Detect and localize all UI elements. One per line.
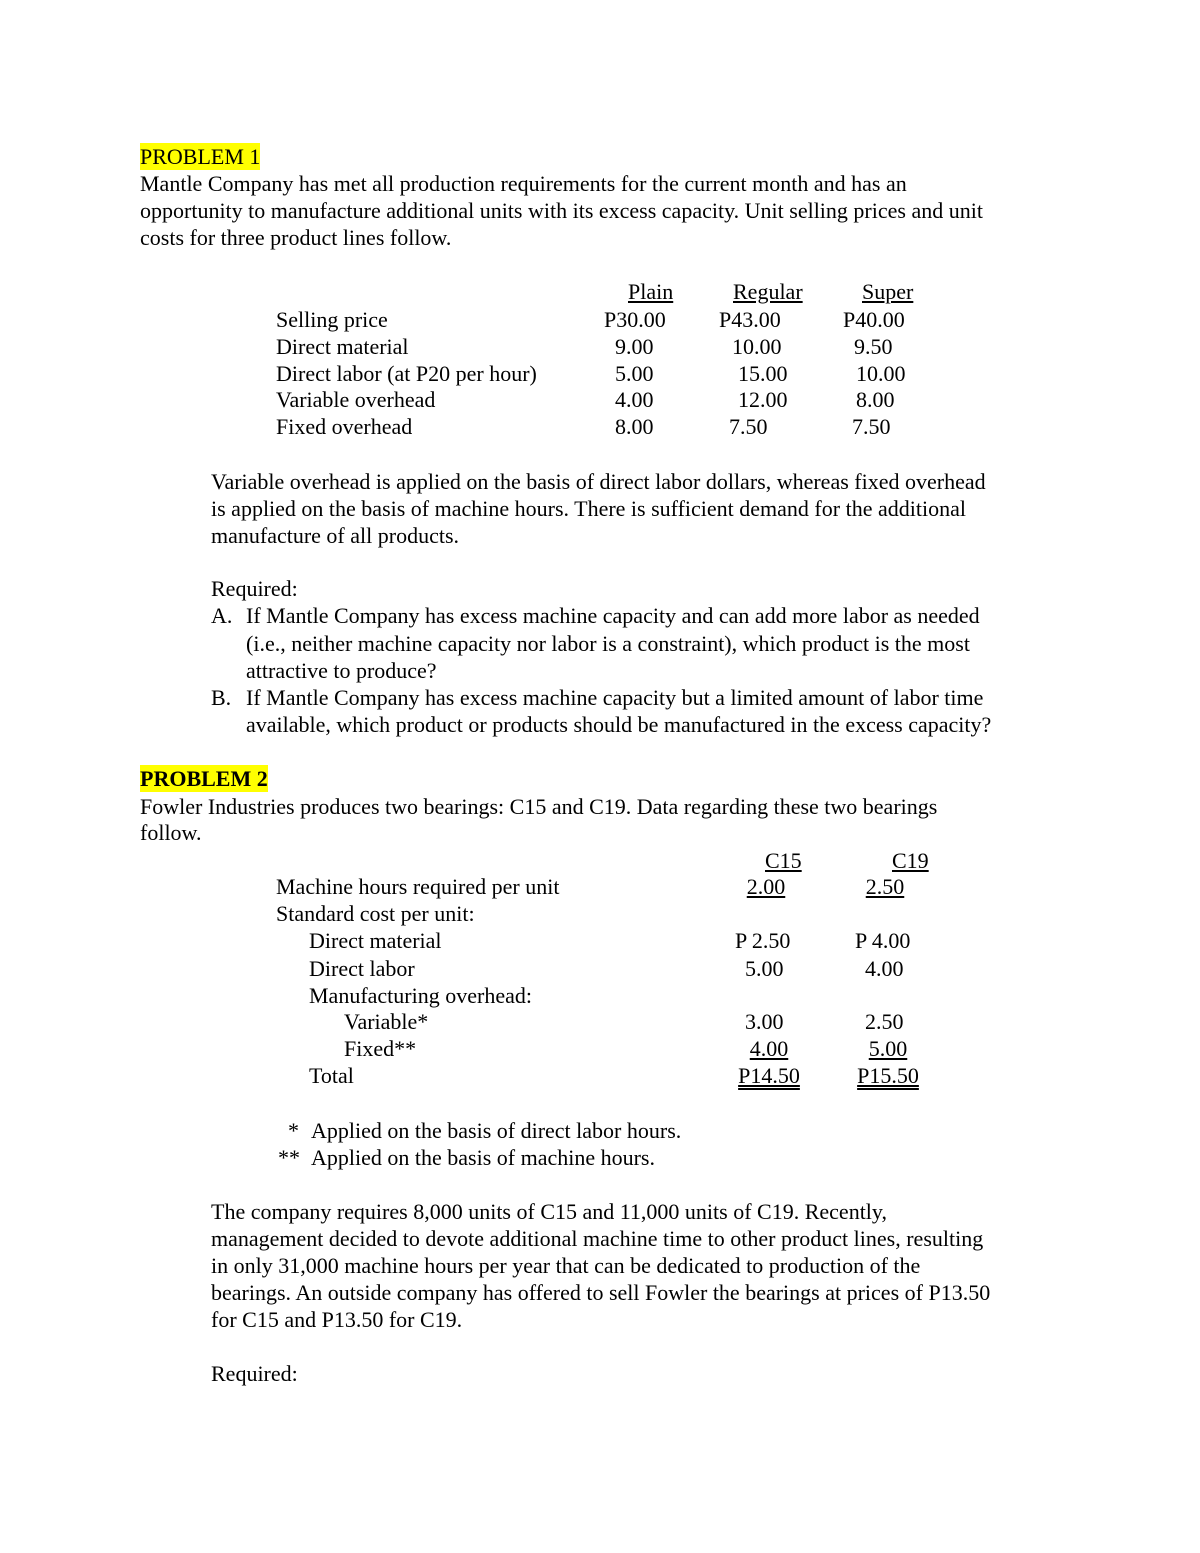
p1-col-header-plain: Plain [628,279,674,304]
p2-row-label: Direct material [309,928,442,953]
p1-row-label: Variable overhead [276,387,436,412]
p1-question-line: (i.e., neither machine capacity nor labor is a constraint), which product is the most [246,631,970,656]
p1-question-line: If Mantle Company has excess machine capacity but a limited amount of labor time [246,685,984,710]
p2-required-label: Required: [211,1361,298,1386]
p2-footnote-text: Applied on the basis of direct labor hours. [311,1118,682,1143]
p2-row-label: Manufacturing overhead: [309,983,532,1008]
p1-question-line: available, which product or products should be manufactured in the excess capacity? [246,712,992,737]
p2-row-label: Variable* [344,1009,429,1034]
p2-cell: 3.00 [745,1009,784,1034]
p1-cell: 9.50 [854,334,893,359]
p2-cell: 2.50 [865,874,905,899]
p1-cell: 12.00 [738,387,788,412]
p2-col-header-c19: C19 [892,848,929,873]
p2-cell: 2.00 [746,874,786,899]
p1-question-letter: A. [211,603,233,628]
p2-body-line: in only 31,000 machine hours per year that can be dedicated to production of the [211,1253,921,1278]
p1-cell: 10.00 [856,361,906,386]
p2-body-line: management decided to devote additional machine time to other product lines, resulting [211,1226,984,1251]
p2-cell: P 4.00 [855,928,911,953]
p2-col-header-c15: C15 [765,848,802,873]
p1-cell: 5.00 [615,361,654,386]
p2-footnote-mark: ** [278,1145,300,1170]
p2-cell: 5.00 [868,1036,908,1061]
problem2-intro-line: follow. [140,820,202,845]
p2-row-label: Fixed** [344,1036,417,1061]
p2-row-label: Direct labor [309,956,415,981]
p1-cell: 4.00 [615,387,654,412]
p2-row-label: Standard cost per unit: [276,901,475,926]
problem1-intro-line: costs for three product lines follow. [140,225,452,250]
p1-cell: P40.00 [843,307,905,332]
p2-cell-total: P15.50 [857,1063,919,1088]
p1-question-letter: B. [211,685,232,710]
p1-note-line: Variable overhead is applied on the basis of direct labor dollars, whereas fixed overhead [211,469,986,494]
p1-cell: 8.00 [856,387,895,412]
p1-cell: 7.50 [729,414,768,439]
p1-row-label: Fixed overhead [276,414,413,439]
p1-col-header-super: Super [862,279,914,304]
p1-required-label: Required: [211,576,298,601]
p1-cell: P43.00 [719,307,781,332]
p1-row-label: Direct material [276,334,409,359]
p1-row-label: Selling price [276,307,388,332]
p1-note-line: manufacture of all products. [211,523,460,548]
p1-question-line: If Mantle Company has excess machine capacity and can add more labor as needed [246,603,980,628]
problem2-heading: PROBLEM 2 [140,766,268,791]
p1-col-header-regular: Regular [733,279,803,304]
p1-cell: 10.00 [732,334,782,359]
p1-cell: 15.00 [738,361,788,386]
p2-footnote-text: Applied on the basis of machine hours. [311,1145,655,1170]
p1-note-line: is applied on the basis of machine hours. There is sufficient demand for the additional [211,496,966,521]
p1-row-label: Direct labor (at P20 per hour) [276,361,537,386]
problem1-heading: PROBLEM 1 [140,144,261,169]
p2-cell: 4.00 [749,1036,789,1061]
p2-cell-total: P14.50 [738,1063,800,1088]
p2-cell: P 2.50 [735,928,791,953]
p2-cell: 4.00 [865,956,904,981]
p2-cell: 2.50 [865,1009,904,1034]
p1-cell: 8.00 [615,414,654,439]
p2-body-line: The company requires 8,000 units of C15 and 11,000 units of C19. Recently, [211,1199,887,1224]
problem1-intro-line: Mantle Company has met all production requirements for the current month and has an [140,171,907,196]
p2-footnote-mark: * [288,1118,299,1143]
p1-cell: 9.00 [615,334,654,359]
p2-body-line: for C15 and P13.50 for C19. [211,1307,463,1332]
p1-question-line: attractive to produce? [246,658,437,683]
p1-cell: P30.00 [604,307,666,332]
p2-row-label: Machine hours required per unit [276,874,560,899]
p2-body-line: bearings. An outside company has offered to sell Fowler the bearings at prices of P13.50 [211,1280,991,1305]
p2-row-label: Total [309,1063,354,1088]
p1-cell: 7.50 [852,414,891,439]
p2-cell: 5.00 [745,956,784,981]
problem1-intro-line: opportunity to manufacture additional units with its excess capacity. Unit selling prices and unit [140,198,983,223]
problem2-intro-line: Fowler Industries produces two bearings: C15 and C19. Data regarding these two bearings [140,794,938,819]
